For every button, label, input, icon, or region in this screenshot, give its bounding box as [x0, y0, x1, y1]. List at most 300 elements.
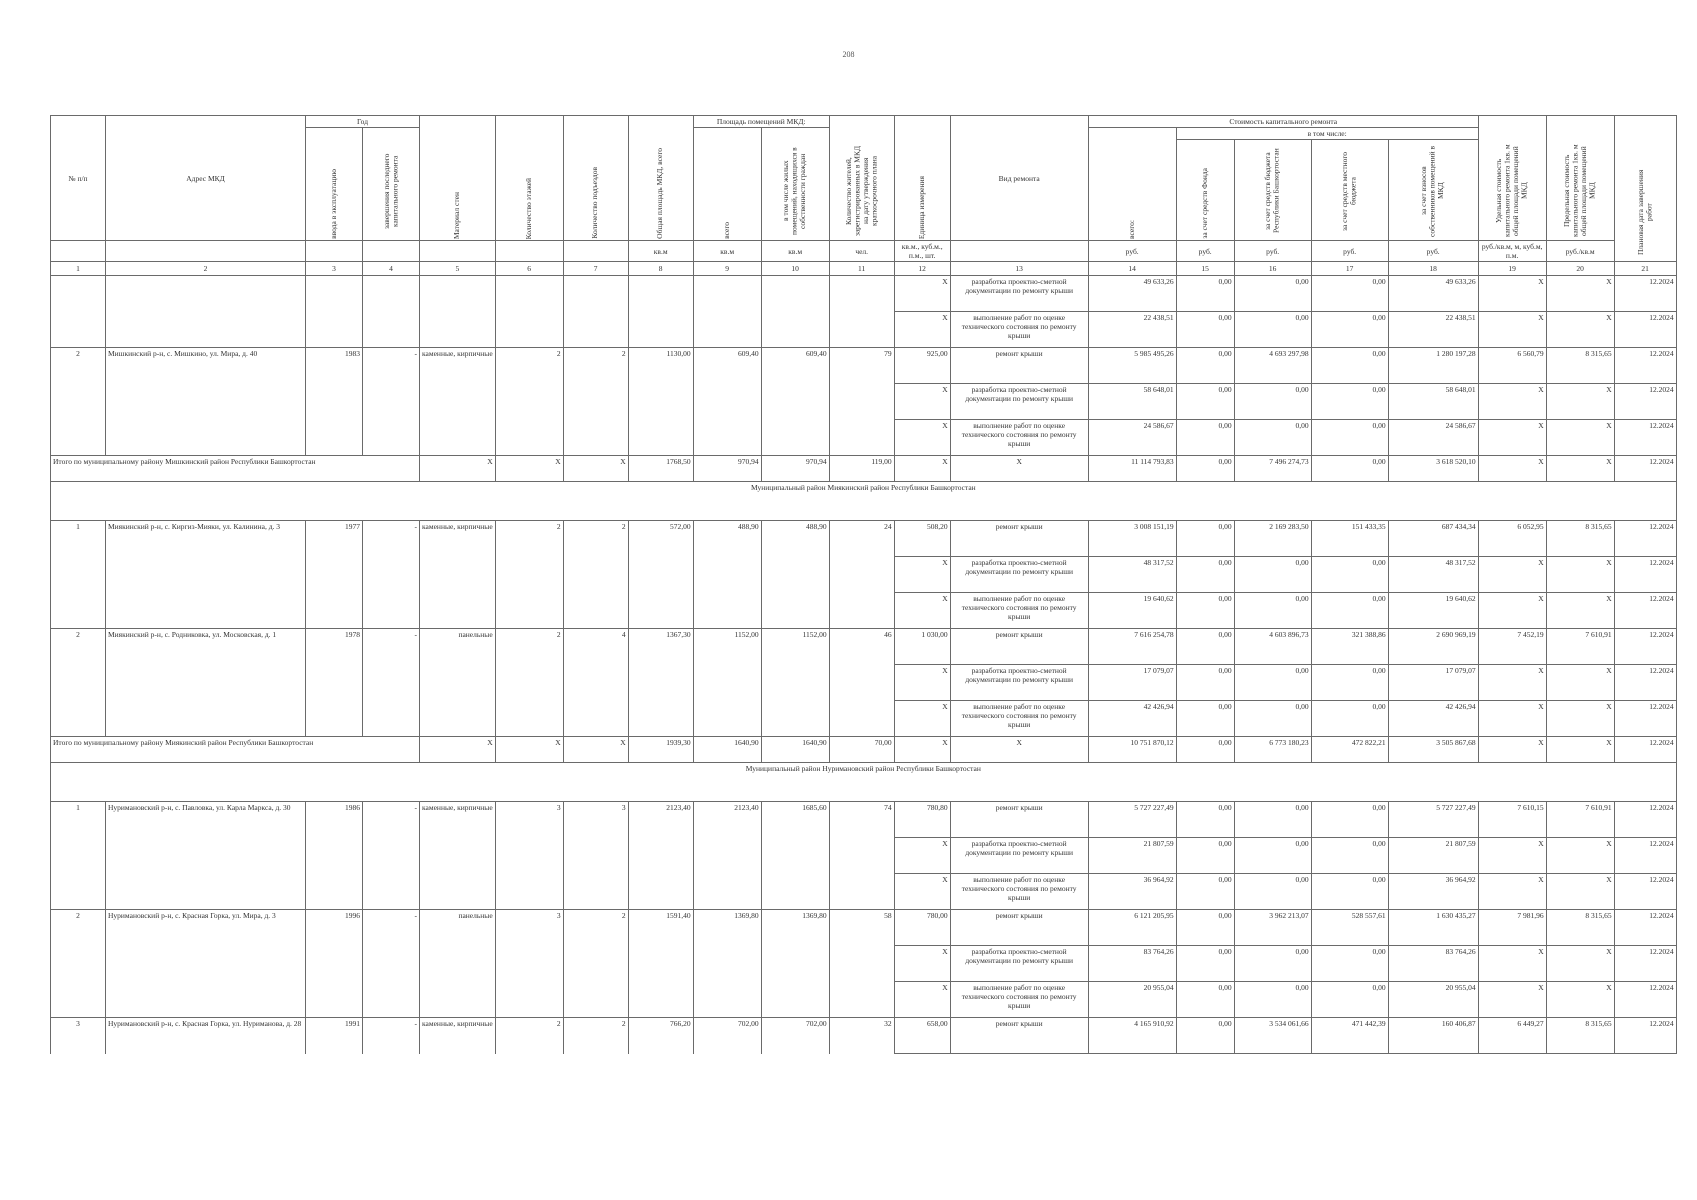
- cost-owners: 2 690 969,19: [1388, 629, 1478, 665]
- empty-cell: [761, 701, 829, 737]
- entrances: 2: [563, 910, 628, 946]
- column-number: 1: [51, 262, 106, 276]
- cost-owners: 22 438,51: [1388, 312, 1478, 348]
- cost-local: 0,00: [1311, 838, 1388, 874]
- residents: 32: [829, 1018, 894, 1054]
- cost-total: 22 438,51: [1088, 312, 1176, 348]
- limit-cost: X: [1546, 665, 1614, 701]
- total-area: 1768,50: [628, 456, 693, 482]
- cost-local: 0,00: [1311, 874, 1388, 910]
- empty-cell: [628, 593, 693, 629]
- plan-date: 12.2024: [1614, 737, 1676, 763]
- cost-total: 11 114 793,83: [1088, 456, 1176, 482]
- cost-owners: 1 280 197,28: [1388, 348, 1478, 384]
- work-row: [51, 665, 1677, 701]
- work-row: [51, 312, 1677, 348]
- cost-total: 21 807,59: [1088, 838, 1176, 874]
- empty-cell: [495, 838, 563, 874]
- building-row: [51, 629, 1677, 665]
- total-area_res: 1640,90: [761, 737, 829, 763]
- cost-local: 0,00: [1311, 384, 1388, 420]
- plan-date: 12.2024: [1614, 838, 1676, 874]
- empty-cell: [363, 593, 420, 629]
- col-header-plan-date: Плановая дата завершения работ: [1614, 116, 1676, 262]
- specific-cost: X: [1478, 312, 1546, 348]
- cost-total: 17 079,07: [1088, 665, 1176, 701]
- page-number: 208: [842, 50, 855, 59]
- empty-cell: [306, 701, 363, 737]
- cost-total: 83 764,26: [1088, 946, 1176, 982]
- col-header-year-last-repair: завершения последнего капитального ремонта: [363, 128, 420, 241]
- empty-cell: [495, 276, 563, 312]
- column-number: 4: [363, 262, 420, 276]
- repair-type: разработка проектно-сметной документации по ремонту крыши: [950, 946, 1088, 982]
- empty-cell: [306, 312, 363, 348]
- unit-cost-total: руб.: [1088, 241, 1176, 262]
- empty-cell: [306, 874, 363, 910]
- empty-cell: [628, 665, 693, 701]
- wall-material: панельные: [420, 910, 496, 946]
- cost-total: 49 633,26: [1088, 276, 1176, 312]
- empty-cell: [693, 874, 761, 910]
- empty-cell: [693, 701, 761, 737]
- repair-type: разработка проектно-сметной документации по ремонту крыши: [950, 557, 1088, 593]
- group-header-cost: Стоимость капитального ремонта: [1088, 116, 1478, 128]
- unit-value: X: [894, 874, 950, 910]
- total-floors: X: [495, 737, 563, 763]
- work-row: [51, 982, 1677, 1018]
- wall-material: каменные, кирпичные: [420, 802, 496, 838]
- cost-fund: 0,00: [1176, 557, 1234, 593]
- cost-local: 0,00: [1311, 593, 1388, 629]
- cost-owners: 687 434,34: [1388, 521, 1478, 557]
- residents: 24: [829, 521, 894, 557]
- cost-total: 24 586,67: [1088, 420, 1176, 456]
- section-header-row: [51, 482, 1677, 521]
- empty-cell: [628, 312, 693, 348]
- limit-cost: X: [1546, 982, 1614, 1018]
- limit-cost: X: [1546, 276, 1614, 312]
- empty-cell: [693, 384, 761, 420]
- unit-value: 508,20: [894, 521, 950, 557]
- total-area: 2123,40: [628, 802, 693, 838]
- plan-date: 12.2024: [1614, 982, 1676, 1018]
- building-row: [51, 802, 1677, 838]
- total-entr: X: [563, 737, 628, 763]
- unit-limit: руб./кв.м: [1546, 241, 1614, 262]
- unit-value: X: [894, 593, 950, 629]
- empty-cell: [829, 593, 894, 629]
- cost-local: 471 442,39: [1311, 1018, 1388, 1054]
- empty-cell: [693, 665, 761, 701]
- plan-date: 12.2024: [1614, 348, 1676, 384]
- limit-cost: X: [1546, 946, 1614, 982]
- empty-cell: [761, 665, 829, 701]
- cost-republic: 0,00: [1234, 802, 1311, 838]
- cost-owners: 36 964,92: [1388, 874, 1478, 910]
- limit-cost: 8 315,65: [1546, 1018, 1614, 1054]
- empty-cell: [761, 593, 829, 629]
- empty-cell: [563, 312, 628, 348]
- area-all: 1152,00: [693, 629, 761, 665]
- unit-measure: кв.м., куб.м., п.м., шт.: [894, 241, 950, 262]
- empty-cell: [420, 384, 496, 420]
- area-residential: 702,00: [761, 1018, 829, 1054]
- cost-republic: 0,00: [1234, 276, 1311, 312]
- cost-fund: 0,00: [1176, 312, 1234, 348]
- empty-cell: [495, 593, 563, 629]
- specific-cost: X: [1478, 276, 1546, 312]
- cost-republic: 0,00: [1234, 665, 1311, 701]
- empty-cell: [628, 276, 693, 312]
- col-header-specific-cost: Удельная стоимость капитального ремонта 1кв. м общей площади помещений МКД: [1478, 116, 1546, 241]
- cost-republic: 3 962 213,07: [1234, 910, 1311, 946]
- empty-cell: [363, 384, 420, 420]
- specific-cost: 7 610,15: [1478, 802, 1546, 838]
- empty-cell: [306, 982, 363, 1018]
- column-number: 18: [1388, 262, 1478, 276]
- cost-total: 3 008 151,19: [1088, 521, 1176, 557]
- empty-cell: [829, 946, 894, 982]
- building-address: Миякинский р-н, с. Киргиз-Мияки, ул. Калинина, д. 3: [106, 521, 306, 557]
- col-header-cost-local: за счет средств местного бюджета: [1311, 140, 1388, 241]
- column-number: 6: [495, 262, 563, 276]
- total-row: [51, 737, 1677, 763]
- unit-total-area: кв.м: [628, 241, 693, 262]
- unit-value: X: [894, 420, 950, 456]
- limit-cost: X: [1546, 593, 1614, 629]
- empty-cell: [106, 593, 306, 629]
- section-title: Муниципальный район Миякинский район Республики Башкортостан: [51, 482, 1677, 521]
- area-residential: 1152,00: [761, 629, 829, 665]
- column-number: 12: [894, 262, 950, 276]
- specific-cost: X: [1478, 874, 1546, 910]
- row-number: 2: [51, 629, 106, 665]
- repair-type: выполнение работ по оценке технического состояния по ремонту крыши: [950, 593, 1088, 629]
- residents: 74: [829, 802, 894, 838]
- cost-republic: 0,00: [1234, 874, 1311, 910]
- column-number: 2: [106, 262, 306, 276]
- col-header-year-commissioned: ввода в эксплуатацию: [306, 128, 363, 241]
- empty-cell: [628, 557, 693, 593]
- empty-cell: [420, 701, 496, 737]
- plan-date: 12.2024: [1614, 701, 1676, 737]
- empty-cell: [106, 874, 306, 910]
- empty-cell: [51, 838, 106, 874]
- repair-type: ремонт крыши: [950, 521, 1088, 557]
- plan-date: 12.2024: [1614, 665, 1676, 701]
- empty-cell: [495, 665, 563, 701]
- total-label: Итого по муниципальному району Миякинский район Республики Башкортостан: [51, 737, 420, 763]
- empty-cell: [829, 874, 894, 910]
- cost-republic: 3 534 061,66: [1234, 1018, 1311, 1054]
- floors: 2: [495, 629, 563, 665]
- cost-fund: 0,00: [1176, 276, 1234, 312]
- cost-local: 0,00: [1311, 802, 1388, 838]
- building-address: Нуримановский р-н, с. Красная Горка, ул. Нуриманова, д. 28: [106, 1018, 306, 1054]
- work-row: [51, 946, 1677, 982]
- cost-total: 58 648,01: [1088, 384, 1176, 420]
- col-header-limit-cost: Предельная стоимость капитального ремонта 1кв. м общей площади помещений МКД: [1546, 116, 1614, 241]
- empty-cell: [829, 557, 894, 593]
- cost-owners: 83 764,26: [1388, 946, 1478, 982]
- column-number: 15: [1176, 262, 1234, 276]
- cost-owners: 17 079,07: [1388, 665, 1478, 701]
- col-header-residents: Количество жителей, зарегистрированных в МКД на дату утверждения краткосрочного плана: [829, 116, 894, 241]
- total-material: X: [420, 737, 496, 763]
- repair-type: выполнение работ по оценке технического состояния по ремонту крыши: [950, 874, 1088, 910]
- total-unit: X: [894, 456, 950, 482]
- empty-cell: [306, 593, 363, 629]
- year-last-repair: -: [363, 348, 420, 384]
- empty-cell: [693, 593, 761, 629]
- plan-date: 12.2024: [1614, 593, 1676, 629]
- cost-fund: 0,00: [1176, 384, 1234, 420]
- repair-type: ремонт крыши: [950, 629, 1088, 665]
- specific-cost: X: [1478, 701, 1546, 737]
- row-number: 1: [51, 521, 106, 557]
- unit-value: 780,00: [894, 910, 950, 946]
- total-residents: 119,00: [829, 456, 894, 482]
- empty-cell: [761, 982, 829, 1018]
- empty-cell: [51, 701, 106, 737]
- unit-cost-owners: руб.: [1388, 241, 1478, 262]
- empty-cell: [420, 665, 496, 701]
- work-row: [51, 874, 1677, 910]
- cost-republic: 4 693 297,98: [1234, 348, 1311, 384]
- col-header-entrances: Количество подъездов: [563, 116, 628, 241]
- empty-cell: [420, 312, 496, 348]
- col-header-cost-fund: за счет средств Фонда: [1176, 140, 1234, 241]
- building-address: Нуримановский р-н, с. Павловка, ул. Карла Маркса, д. 30: [106, 802, 306, 838]
- cost-fund: 0,00: [1176, 838, 1234, 874]
- entrances: 3: [563, 802, 628, 838]
- year-commissioned: 1991: [306, 1018, 363, 1054]
- cost-local: 151 433,35: [1311, 521, 1388, 557]
- empty-cell: [495, 557, 563, 593]
- empty-cell: [693, 276, 761, 312]
- repair-type: разработка проектно-сметной документации по ремонту крыши: [950, 276, 1088, 312]
- residents: 79: [829, 348, 894, 384]
- area-residential: 609,40: [761, 348, 829, 384]
- column-number: 3: [306, 262, 363, 276]
- total-label: Итого по муниципальному району Мишкинский район Республики Башкортостан: [51, 456, 420, 482]
- empty-cell: [363, 946, 420, 982]
- specific-cost: 7 981,96: [1478, 910, 1546, 946]
- limit-cost: X: [1546, 312, 1614, 348]
- empty-cell: [106, 384, 306, 420]
- total-floors: X: [495, 456, 563, 482]
- work-row: [51, 838, 1677, 874]
- cost-republic: 2 169 283,50: [1234, 521, 1311, 557]
- limit-cost: X: [1546, 384, 1614, 420]
- cost-fund: 0,00: [1176, 737, 1234, 763]
- cost-total: 48 317,52: [1088, 557, 1176, 593]
- empty-cell: [495, 312, 563, 348]
- empty-cell: [420, 276, 496, 312]
- empty-cell: [363, 874, 420, 910]
- building-address: Нуримановский р-н, с. Красная Горка, ул. Мира, д. 3: [106, 910, 306, 946]
- empty-cell: [363, 276, 420, 312]
- cost-republic: 0,00: [1234, 946, 1311, 982]
- total-area: 1367,30: [628, 629, 693, 665]
- capital-repair-table: [50, 115, 1677, 1054]
- empty-cell: [51, 946, 106, 982]
- unit-value: X: [894, 557, 950, 593]
- empty-cell: [306, 384, 363, 420]
- limit-cost: X: [1546, 701, 1614, 737]
- cost-local: 472 822,21: [1311, 737, 1388, 763]
- group-header-including: в том числе:: [1176, 128, 1478, 140]
- cost-owners: 3 505 867,68: [1388, 737, 1478, 763]
- empty-cell: [363, 838, 420, 874]
- group-header-premises-area: Площадь помещений МКД:: [693, 116, 829, 128]
- empty-cell: [693, 946, 761, 982]
- column-number: 9: [693, 262, 761, 276]
- year-commissioned: 1978: [306, 629, 363, 665]
- empty-cell: [51, 276, 106, 312]
- work-row: [51, 701, 1677, 737]
- empty-cell: [563, 384, 628, 420]
- empty-cell: [363, 982, 420, 1018]
- empty-cell: [420, 593, 496, 629]
- empty-cell: [563, 276, 628, 312]
- total-area: 1591,40: [628, 910, 693, 946]
- cost-local: 0,00: [1311, 557, 1388, 593]
- unit-value: X: [894, 946, 950, 982]
- empty-cell: [51, 874, 106, 910]
- cost-owners: 24 586,67: [1388, 420, 1478, 456]
- cost-local: 0,00: [1311, 982, 1388, 1018]
- cost-republic: 0,00: [1234, 701, 1311, 737]
- total-area_all: 970,94: [693, 456, 761, 482]
- empty-cell: [106, 701, 306, 737]
- plan-date: 12.2024: [1614, 312, 1676, 348]
- empty-cell: [306, 838, 363, 874]
- repair-type: выполнение работ по оценке технического состояния по ремонту крыши: [950, 312, 1088, 348]
- row-number: 2: [51, 348, 106, 384]
- limit-cost: X: [1546, 420, 1614, 456]
- empty-cell: [495, 701, 563, 737]
- empty-cell: [693, 420, 761, 456]
- work-row: [51, 593, 1677, 629]
- unit-value: X: [894, 838, 950, 874]
- empty-cell: [563, 946, 628, 982]
- col-header-cost-owners: за счет взносов собственников помещений в МКД: [1388, 140, 1478, 241]
- building-row: [51, 1018, 1677, 1054]
- empty-cell: [306, 276, 363, 312]
- cost-fund: 0,00: [1176, 1018, 1234, 1054]
- empty-cell: [363, 312, 420, 348]
- cost-fund: 0,00: [1176, 802, 1234, 838]
- cost-fund: 0,00: [1176, 874, 1234, 910]
- empty-cell: [628, 946, 693, 982]
- work-row: [51, 557, 1677, 593]
- empty-cell: [106, 312, 306, 348]
- cost-total: 19 640,62: [1088, 593, 1176, 629]
- year-commissioned: 1977: [306, 521, 363, 557]
- column-number: 14: [1088, 262, 1176, 276]
- plan-date: 12.2024: [1614, 946, 1676, 982]
- total-material: X: [420, 456, 496, 482]
- cost-fund: 0,00: [1176, 420, 1234, 456]
- column-number: 7: [563, 262, 628, 276]
- cost-owners: 58 648,01: [1388, 384, 1478, 420]
- unit-value: X: [894, 665, 950, 701]
- cost-local: 0,00: [1311, 701, 1388, 737]
- empty-cell: [829, 312, 894, 348]
- cost-fund: 0,00: [1176, 348, 1234, 384]
- empty-cell: [51, 593, 106, 629]
- year-last-repair: -: [363, 1018, 420, 1054]
- unit-residents: чел.: [829, 241, 894, 262]
- plan-date: 12.2024: [1614, 874, 1676, 910]
- cost-owners: 42 426,94: [1388, 701, 1478, 737]
- column-number: 20: [1546, 262, 1614, 276]
- unit-value: 925,00: [894, 348, 950, 384]
- limit-cost: 8 315,65: [1546, 521, 1614, 557]
- total-unit: X: [894, 737, 950, 763]
- specific-cost: X: [1478, 593, 1546, 629]
- limit-cost: X: [1546, 737, 1614, 763]
- cost-owners: 3 618 520,10: [1388, 456, 1478, 482]
- cost-owners: 5 727 227,49: [1388, 802, 1478, 838]
- plan-date: 12.2024: [1614, 384, 1676, 420]
- empty-cell: [829, 982, 894, 1018]
- residents: 58: [829, 910, 894, 946]
- specific-cost: 6 449,27: [1478, 1018, 1546, 1054]
- empty-cell: [106, 946, 306, 982]
- floors: 2: [495, 348, 563, 384]
- total-area: 1130,00: [628, 348, 693, 384]
- empty-cell: [420, 946, 496, 982]
- cost-local: 0,00: [1311, 456, 1388, 482]
- unit-area-all: кв.м: [693, 241, 761, 262]
- empty-cell: [829, 701, 894, 737]
- empty-cell: [51, 982, 106, 1018]
- cost-total: 20 955,04: [1088, 982, 1176, 1018]
- empty-cell: [306, 557, 363, 593]
- empty-cell: [563, 420, 628, 456]
- cost-owners: 21 807,59: [1388, 838, 1478, 874]
- residents: 46: [829, 629, 894, 665]
- empty-cell: [761, 312, 829, 348]
- repair-type: ремонт крыши: [950, 348, 1088, 384]
- col-header-wall-material: Материал стен: [420, 116, 496, 241]
- empty-cell: [363, 420, 420, 456]
- plan-date: 12.2024: [1614, 557, 1676, 593]
- cost-total: 36 964,92: [1088, 874, 1176, 910]
- empty-cell: [628, 838, 693, 874]
- cost-republic: 6 773 180,23: [1234, 737, 1311, 763]
- floors: 3: [495, 802, 563, 838]
- work-row: [51, 384, 1677, 420]
- cost-republic: 0,00: [1234, 420, 1311, 456]
- empty-cell: [495, 420, 563, 456]
- unit-value: X: [894, 982, 950, 1018]
- table-body: [51, 276, 1677, 1054]
- repair-type: разработка проектно-сметной документации по ремонту крыши: [950, 665, 1088, 701]
- plan-date: 12.2024: [1614, 420, 1676, 456]
- wall-material: каменные, кирпичные: [420, 521, 496, 557]
- year-last-repair: -: [363, 802, 420, 838]
- area-residential: 1685,60: [761, 802, 829, 838]
- empty-cell: [420, 420, 496, 456]
- empty-cell: [829, 384, 894, 420]
- work-row: [51, 276, 1677, 312]
- limit-cost: 8 315,65: [1546, 910, 1614, 946]
- limit-cost: 7 610,91: [1546, 802, 1614, 838]
